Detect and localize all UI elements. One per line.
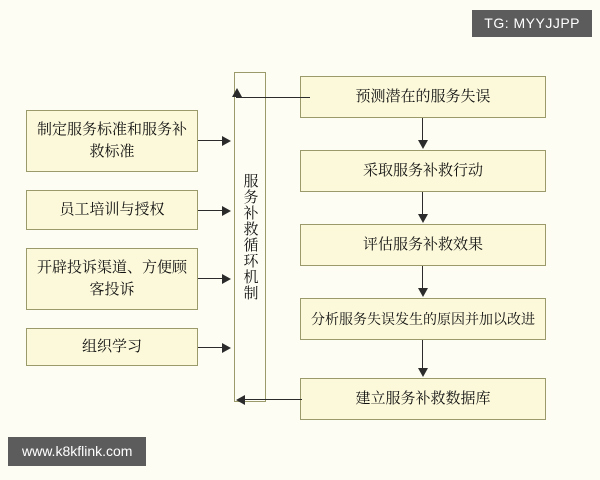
center-cycle-label: 服务补救循环机制 [241,173,259,301]
input-box-4-label: 组织学习 [81,338,142,355]
step-box-2 [300,150,546,192]
input-box-1 [26,110,198,172]
step-box-3-label: 评估服务补救效果 [362,236,483,253]
arrow-input-1 [222,136,231,146]
arrow-step-2-3 [418,214,428,223]
step-box-3 [300,224,546,266]
arrow-step-4-5 [418,368,428,377]
connector-input-3 [198,278,224,279]
connector-input-4 [198,347,224,348]
step-box-1 [300,76,546,118]
website-watermark-badge: www.k8kflink.com [8,437,146,466]
input-box-3 [26,248,198,310]
telegram-watermark-badge: TG: MYYJJPP [472,10,592,37]
arrow-input-4 [222,343,231,353]
arrow-input-3 [222,274,231,284]
arrow-input-2 [222,206,231,216]
input-box-2-label: 员工培训与授权 [59,201,165,218]
arrow-step-3-4 [418,288,428,297]
arrow-step-1-2 [418,140,428,149]
input-box-4 [26,328,198,366]
input-box-1-label: 制定服务标准和服务补救标准 [36,121,187,160]
connector-step-4-5 [422,340,423,368]
connector-bottom-to-center [240,399,302,400]
step-box-4-label: 分析服务失误发生的原因并加以改进 [311,311,535,327]
connector-input-2 [198,210,224,211]
step-box-4 [300,298,546,340]
step-box-5 [300,378,546,420]
connector-input-1 [198,140,224,141]
input-box-2 [26,190,198,230]
connector-step-1-2 [422,118,423,140]
connector-top-branch [236,97,306,98]
arrow-top-into-center [232,88,242,97]
connector-step-3-4 [422,266,423,288]
step-box-5-label: 建立服务补救数据库 [355,390,491,407]
step-box-1-label: 预测潜在的服务失误 [355,88,491,105]
center-cycle-box [234,72,266,402]
input-box-3-label: 开辟投诉渠道、方便顾客投诉 [36,259,187,298]
connector-step-2-3 [422,192,423,214]
arrow-bottom-into-center [236,395,245,405]
step-box-2-label: 采取服务补救行动 [362,162,483,179]
